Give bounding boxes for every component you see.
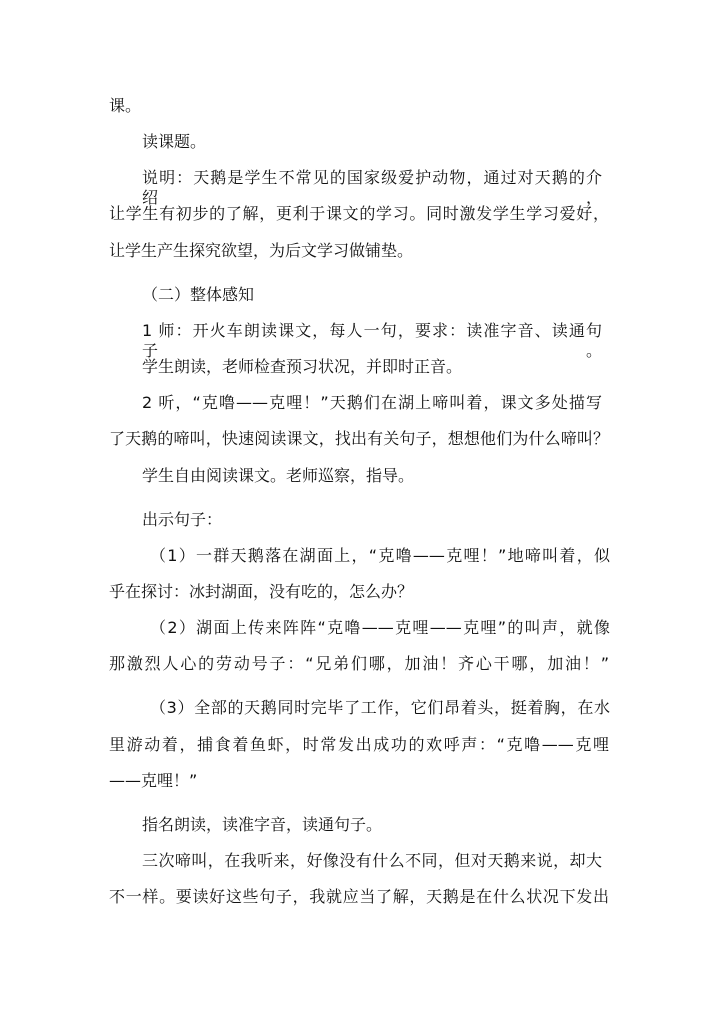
text-line-11: 学生自由阅读课文。老师巡察，指导。	[142, 466, 415, 485]
text-line-16: 那激烈人心的劳动号子：“兄弟们哪，加油！齐心干哪，加油！”	[109, 654, 609, 673]
text-line-19: ——克哩！”	[109, 771, 198, 790]
text-line-20: 指名朗读，读准字音，读通句子。	[142, 815, 383, 834]
text-line-14: 乎在探讨：冰封湖面，没有吃的，怎么办？	[109, 582, 414, 601]
text-line-15: （2）湖面上传来阵阵“克噜——克哩——克哩”的叫声，就像	[150, 618, 610, 637]
text-line-2: 读课题。	[142, 132, 207, 151]
text-line-10: 了天鹅的啼叫，快速阅读课文，找出有关句子，想想他们为什么啼叫？	[109, 429, 609, 448]
text-line-8: 学生朗读，老师检查预习状况，并即时正音。	[142, 357, 463, 376]
text-line-18: 里游动着，捕食着鱼虾，时常发出成功的欢呼声：“克噜——克哩	[109, 735, 609, 754]
section-heading: （二）整体感知	[142, 285, 255, 304]
text-line-9: 2 听，“克噜——克哩！”天鹅们在湖上啼叫着，课文多处描写	[142, 393, 602, 412]
text-line-1: 课。	[109, 96, 142, 115]
text-line-21: 三次啼叫，在我听来，好像没有什么不同，但对天鹅来说，却大	[142, 851, 602, 870]
text-line-12: 出示句子：	[142, 510, 223, 529]
text-line-17: （3）全部的天鹅同时完毕了工作，它们昂着头，挺着胸，在水	[150, 698, 610, 717]
text-line-4: 让学生有初步的了解，更利于课文的学习。同时激发学生学习爱好，	[109, 204, 609, 223]
text-line-5: 让学生产生探究欲望，为后文学习做铺垫。	[109, 241, 414, 260]
text-line-7: 1 师：开火车朗读课文，每人一句，要求：读准字音、读通句子。	[142, 321, 602, 360]
text-line-22: 不一样。要读好这些句子，我就应当了解，天鹅是在什么状况下发出	[109, 887, 609, 906]
text-line-3: 说明：天鹅是学生不常见的国家级爱护动物，通过对天鹅的介绍，	[142, 168, 602, 207]
text-line-13: （1）一群天鹅落在湖面上，“克噜——克哩！”地啼叫着，似	[150, 546, 610, 565]
